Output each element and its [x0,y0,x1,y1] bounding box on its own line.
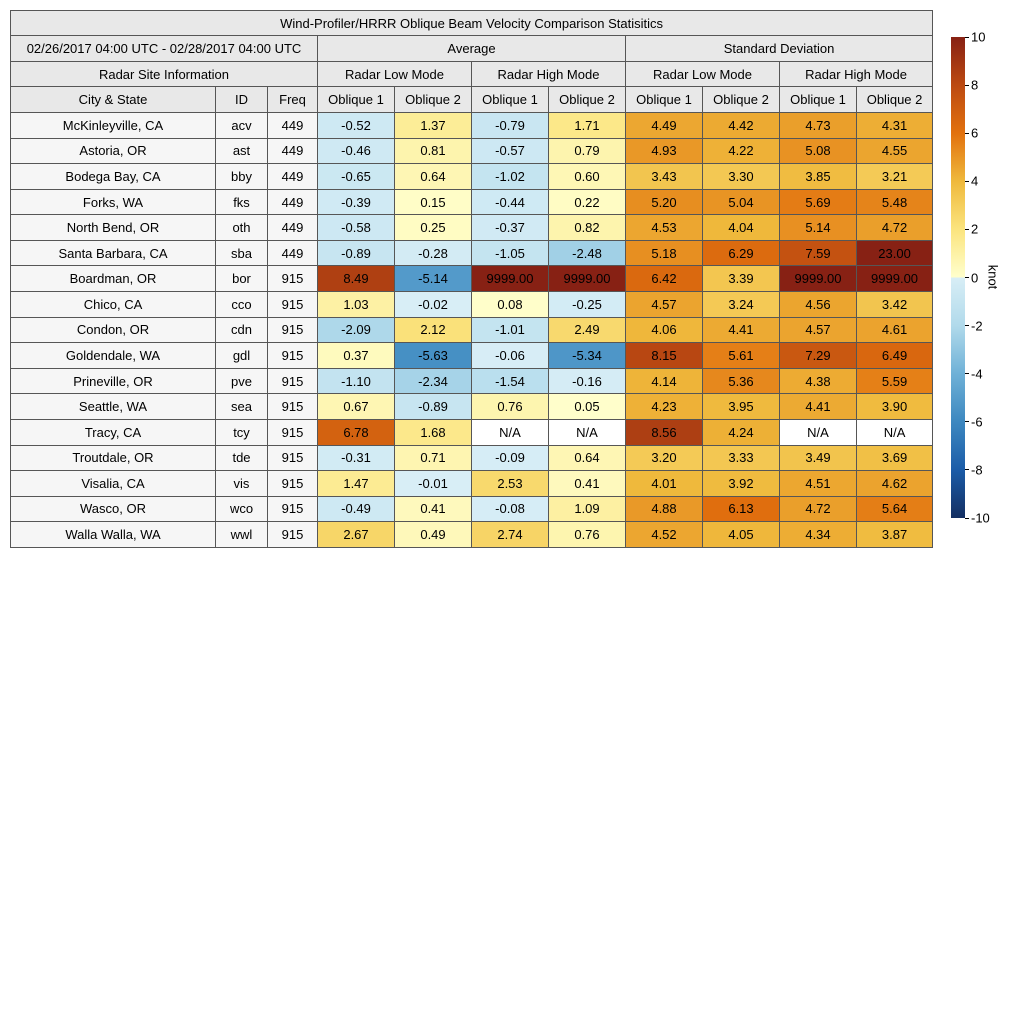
value-cell: -0.49 [318,496,395,522]
value-cell: N/A [549,419,626,445]
table-row [11,292,933,318]
col-header-oblique: Oblique 1 [780,87,857,113]
value-cell: -0.58 [318,215,395,241]
value-cell: 2.49 [549,317,626,343]
value-cell: -5.14 [395,266,472,292]
date-range: 02/26/2017 04:00 UTC - 02/28/2017 04:00 UTC [11,36,318,62]
value-cell: 3.95 [703,394,780,420]
value-cell: 3.43 [626,164,703,190]
value-cell: 4.24 [703,419,780,445]
value-cell: -0.09 [472,445,549,471]
value-cell: -2.34 [395,368,472,394]
colorbar-tick [965,373,969,374]
id-cell: ast [216,138,268,164]
value-cell: 5.64 [857,496,933,522]
city-cell: Walla Walla, WA [11,522,216,548]
col-header-oblique: Oblique 2 [395,87,472,113]
value-cell: 0.15 [395,189,472,215]
value-cell: -0.25 [549,292,626,318]
value-cell: 4.88 [626,496,703,522]
value-cell: 4.38 [780,368,857,394]
city-cell: Boardman, OR [11,266,216,292]
freq-cell: 449 [268,164,318,190]
mode-header-std-low: Radar Low Mode [626,62,780,87]
value-cell: 3.21 [857,164,933,190]
value-cell: 0.25 [395,215,472,241]
value-cell: 5.59 [857,368,933,394]
value-cell: 2.12 [395,317,472,343]
value-cell: 5.69 [780,189,857,215]
value-cell: -0.06 [472,343,549,369]
mode-header-avg-high: Radar High Mode [472,62,626,87]
value-cell: 4.06 [626,317,703,343]
city-cell: Wasco, OR [11,496,216,522]
value-cell: -0.08 [472,496,549,522]
value-cell: 4.51 [780,471,857,497]
title-row [11,11,933,36]
city-cell: Troutdale, OR [11,445,216,471]
value-cell: 4.14 [626,368,703,394]
value-cell: 3.85 [780,164,857,190]
value-cell: 3.24 [703,292,780,318]
value-cell: 0.67 [318,394,395,420]
col-header-oblique: Oblique 2 [857,87,933,113]
value-cell: 4.05 [703,522,780,548]
value-cell: 0.49 [395,522,472,548]
value-cell: 5.08 [780,138,857,164]
table-row [11,522,933,548]
colorbar-tick-label: 8 [971,77,979,93]
group-header-std: Standard Deviation [626,36,933,62]
colorbar-tick [965,181,969,182]
value-cell: 8.15 [626,343,703,369]
id-cell: cdn [216,317,268,343]
value-cell: 4.62 [857,471,933,497]
table-title: Wind-Profiler/HRRR Oblique Beam Velocity Comparison Statisitics [11,11,933,36]
value-cell: 4.53 [626,215,703,241]
table-row [11,113,933,139]
value-cell: -0.52 [318,113,395,139]
value-cell: 4.49 [626,113,703,139]
table-row [11,164,933,190]
value-cell: 0.82 [549,215,626,241]
table-row [11,317,933,343]
freq-cell: 915 [268,343,318,369]
value-cell: -0.57 [472,138,549,164]
value-cell: 8.49 [318,266,395,292]
col-header-oblique: Oblique 2 [703,87,780,113]
value-cell: 2.53 [472,471,549,497]
colorbar-tick [965,518,969,519]
table-row [11,419,933,445]
value-cell: 3.90 [857,394,933,420]
value-cell: 3.69 [857,445,933,471]
value-cell: -1.05 [472,240,549,266]
mode-header-avg-low: Radar Low Mode [318,62,472,87]
id-cell: tcy [216,419,268,445]
value-cell: 6.29 [703,240,780,266]
value-cell: -0.89 [318,240,395,266]
site-info-header: Radar Site Information [11,62,318,87]
value-cell: 4.04 [703,215,780,241]
freq-cell: 915 [268,317,318,343]
id-cell: wco [216,496,268,522]
colorbar-tick [965,229,969,230]
city-cell: Bodega Bay, CA [11,164,216,190]
freq-cell: 449 [268,138,318,164]
value-cell: 0.41 [395,496,472,522]
city-cell: Forks, WA [11,189,216,215]
value-cell: 0.79 [549,138,626,164]
value-cell: 5.61 [703,343,780,369]
freq-cell: 449 [268,240,318,266]
colorbar-tick-label: 2 [971,221,979,237]
id-cell: acv [216,113,268,139]
value-cell: 4.42 [703,113,780,139]
value-cell: N/A [780,419,857,445]
freq-cell: 449 [268,113,318,139]
value-cell: 0.22 [549,189,626,215]
value-cell: -0.02 [395,292,472,318]
value-cell: -0.28 [395,240,472,266]
table-row [11,138,933,164]
value-cell: -2.48 [549,240,626,266]
value-cell: -5.63 [395,343,472,369]
colorbar-tick-label: -2 [971,318,983,334]
table-row [11,343,933,369]
value-cell: 5.48 [857,189,933,215]
value-cell: -0.65 [318,164,395,190]
colorbar-tick-label: 6 [971,125,979,141]
value-cell: 0.71 [395,445,472,471]
city-cell: North Bend, OR [11,215,216,241]
value-cell: 3.20 [626,445,703,471]
colorbar-tick [965,85,969,86]
value-cell: 5.14 [780,215,857,241]
table-row [11,496,933,522]
value-cell: 7.29 [780,343,857,369]
col-header-oblique: Oblique 1 [626,87,703,113]
city-cell: Seattle, WA [11,394,216,420]
value-cell: -0.37 [472,215,549,241]
id-cell: fks [216,189,268,215]
col-header-oblique: Oblique 1 [472,87,549,113]
value-cell: 0.64 [395,164,472,190]
colorbar-tick-label: 0 [971,270,979,285]
value-cell: 1.47 [318,471,395,497]
id-cell: bor [216,266,268,292]
value-cell: 3.33 [703,445,780,471]
value-cell: 4.72 [780,496,857,522]
freq-cell: 915 [268,394,318,420]
value-cell: N/A [857,419,933,445]
table-row [11,368,933,394]
id-cell: wwl [216,522,268,548]
value-cell: 6.49 [857,343,933,369]
colorbar-tick-label: -10 [971,510,990,526]
value-cell: 3.87 [857,522,933,548]
value-cell: 1.03 [318,292,395,318]
value-cell: -1.54 [472,368,549,394]
id-cell: vis [216,471,268,497]
value-cell: 0.64 [549,445,626,471]
value-cell: 6.78 [318,419,395,445]
value-cell: 3.39 [703,266,780,292]
mode-header-std-high: Radar High Mode [780,62,933,87]
colorbar-tick [965,325,969,326]
value-cell: 1.71 [549,113,626,139]
freq-cell: 915 [268,522,318,548]
value-cell: 0.81 [395,138,472,164]
value-cell: 4.41 [703,317,780,343]
value-cell: 0.76 [549,522,626,548]
id-cell: gdl [216,343,268,369]
value-cell: 3.30 [703,164,780,190]
value-cell: 5.20 [626,189,703,215]
value-cell: 4.72 [857,215,933,241]
colorbar-tick-label: -8 [971,462,983,478]
col-header-city: City & State [11,87,216,113]
freq-cell: 915 [268,471,318,497]
value-cell: 4.34 [780,522,857,548]
group-header-average: Average [318,36,626,62]
freq-cell: 449 [268,215,318,241]
value-cell: 9999.00 [780,266,857,292]
colorbar-tick [965,133,969,134]
value-cell: 1.09 [549,496,626,522]
value-cell: -0.89 [395,394,472,420]
value-cell: 4.73 [780,113,857,139]
value-cell: 1.37 [395,113,472,139]
freq-cell: 915 [268,419,318,445]
colorbar-tick-label: 4 [971,173,979,189]
id-cell: sea [216,394,268,420]
value-cell: -2.09 [318,317,395,343]
colorbar-tick-label: -6 [971,414,983,430]
value-cell: 2.74 [472,522,549,548]
table-row [11,394,933,420]
value-cell: 1.68 [395,419,472,445]
value-cell: 3.49 [780,445,857,471]
value-cell: 4.61 [857,317,933,343]
value-cell: -0.39 [318,189,395,215]
table-row [11,215,933,241]
city-cell: Visalia, CA [11,471,216,497]
value-cell: 4.56 [780,292,857,318]
value-cell: -0.01 [395,471,472,497]
value-cell: N/A [472,419,549,445]
value-cell: 0.60 [549,164,626,190]
value-cell: 6.13 [703,496,780,522]
value-cell: 0.08 [472,292,549,318]
table-row [11,240,933,266]
colorbar-tick [965,421,969,422]
value-cell: 4.55 [857,138,933,164]
value-cell: 4.23 [626,394,703,420]
value-cell: 0.76 [472,394,549,420]
colorbar-tick-label: -4 [971,366,983,382]
value-cell: 4.41 [780,394,857,420]
value-cell: 4.01 [626,471,703,497]
value-cell: -0.44 [472,189,549,215]
value-cell: 5.18 [626,240,703,266]
id-cell: oth [216,215,268,241]
value-cell: 23.00 [857,240,933,266]
colorbar-tick [965,469,969,470]
value-cell: 4.31 [857,113,933,139]
id-cell: pve [216,368,268,394]
table-row [11,189,933,215]
value-cell: 5.36 [703,368,780,394]
value-cell: 4.52 [626,522,703,548]
value-cell: 5.04 [703,189,780,215]
id-cell: bby [216,164,268,190]
freq-cell: 915 [268,368,318,394]
city-cell: Santa Barbara, CA [11,240,216,266]
value-cell: 6.42 [626,266,703,292]
id-cell: cco [216,292,268,318]
value-cell: -0.16 [549,368,626,394]
col-header-oblique: Oblique 1 [318,87,395,113]
value-cell: 0.37 [318,343,395,369]
colorbar-tick [965,37,969,38]
freq-cell: 915 [268,445,318,471]
colorbar-tick [965,277,969,278]
id-cell: tde [216,445,268,471]
value-cell: 9999.00 [549,266,626,292]
value-cell: 4.57 [626,292,703,318]
value-cell: 0.41 [549,471,626,497]
statistics-table-wrap [10,10,933,548]
value-cell: -1.10 [318,368,395,394]
table-row [11,266,933,292]
value-cell: 3.92 [703,471,780,497]
colorbar-tick-label: 10 [971,29,986,45]
col-header-freq: Freq [268,87,318,113]
col-header-id: ID [216,87,268,113]
freq-cell: 915 [268,496,318,522]
colorbar [951,37,965,518]
city-cell: Goldendale, WA [11,343,216,369]
table-row [11,471,933,497]
colorbar-unit-label: knot [985,264,1001,290]
city-cell: McKinleyville, CA [11,113,216,139]
value-cell: -5.34 [549,343,626,369]
value-cell: -0.31 [318,445,395,471]
table-row [11,445,933,471]
freq-cell: 449 [268,189,318,215]
value-cell: -0.79 [472,113,549,139]
value-cell: 4.22 [703,138,780,164]
col-header-oblique: Oblique 2 [549,87,626,113]
value-cell: 9999.00 [472,266,549,292]
city-cell: Tracy, CA [11,419,216,445]
value-cell: -1.01 [472,317,549,343]
value-cell: 4.57 [780,317,857,343]
value-cell: 4.93 [626,138,703,164]
freq-cell: 915 [268,292,318,318]
value-cell: 9999.00 [857,266,933,292]
city-cell: Condon, OR [11,317,216,343]
value-cell: 3.42 [857,292,933,318]
city-cell: Prineville, OR [11,368,216,394]
value-cell: -1.02 [472,164,549,190]
value-cell: 0.05 [549,394,626,420]
freq-cell: 915 [268,266,318,292]
city-cell: Chico, CA [11,292,216,318]
statistics-table [10,10,933,548]
value-cell: 7.59 [780,240,857,266]
column-header-row [11,87,933,113]
id-cell: sba [216,240,268,266]
group-header-row [11,36,933,62]
table-body [11,113,933,548]
mode-header-row [11,62,933,87]
value-cell: 2.67 [318,522,395,548]
value-cell: -0.46 [318,138,395,164]
city-cell: Astoria, OR [11,138,216,164]
value-cell: 8.56 [626,419,703,445]
